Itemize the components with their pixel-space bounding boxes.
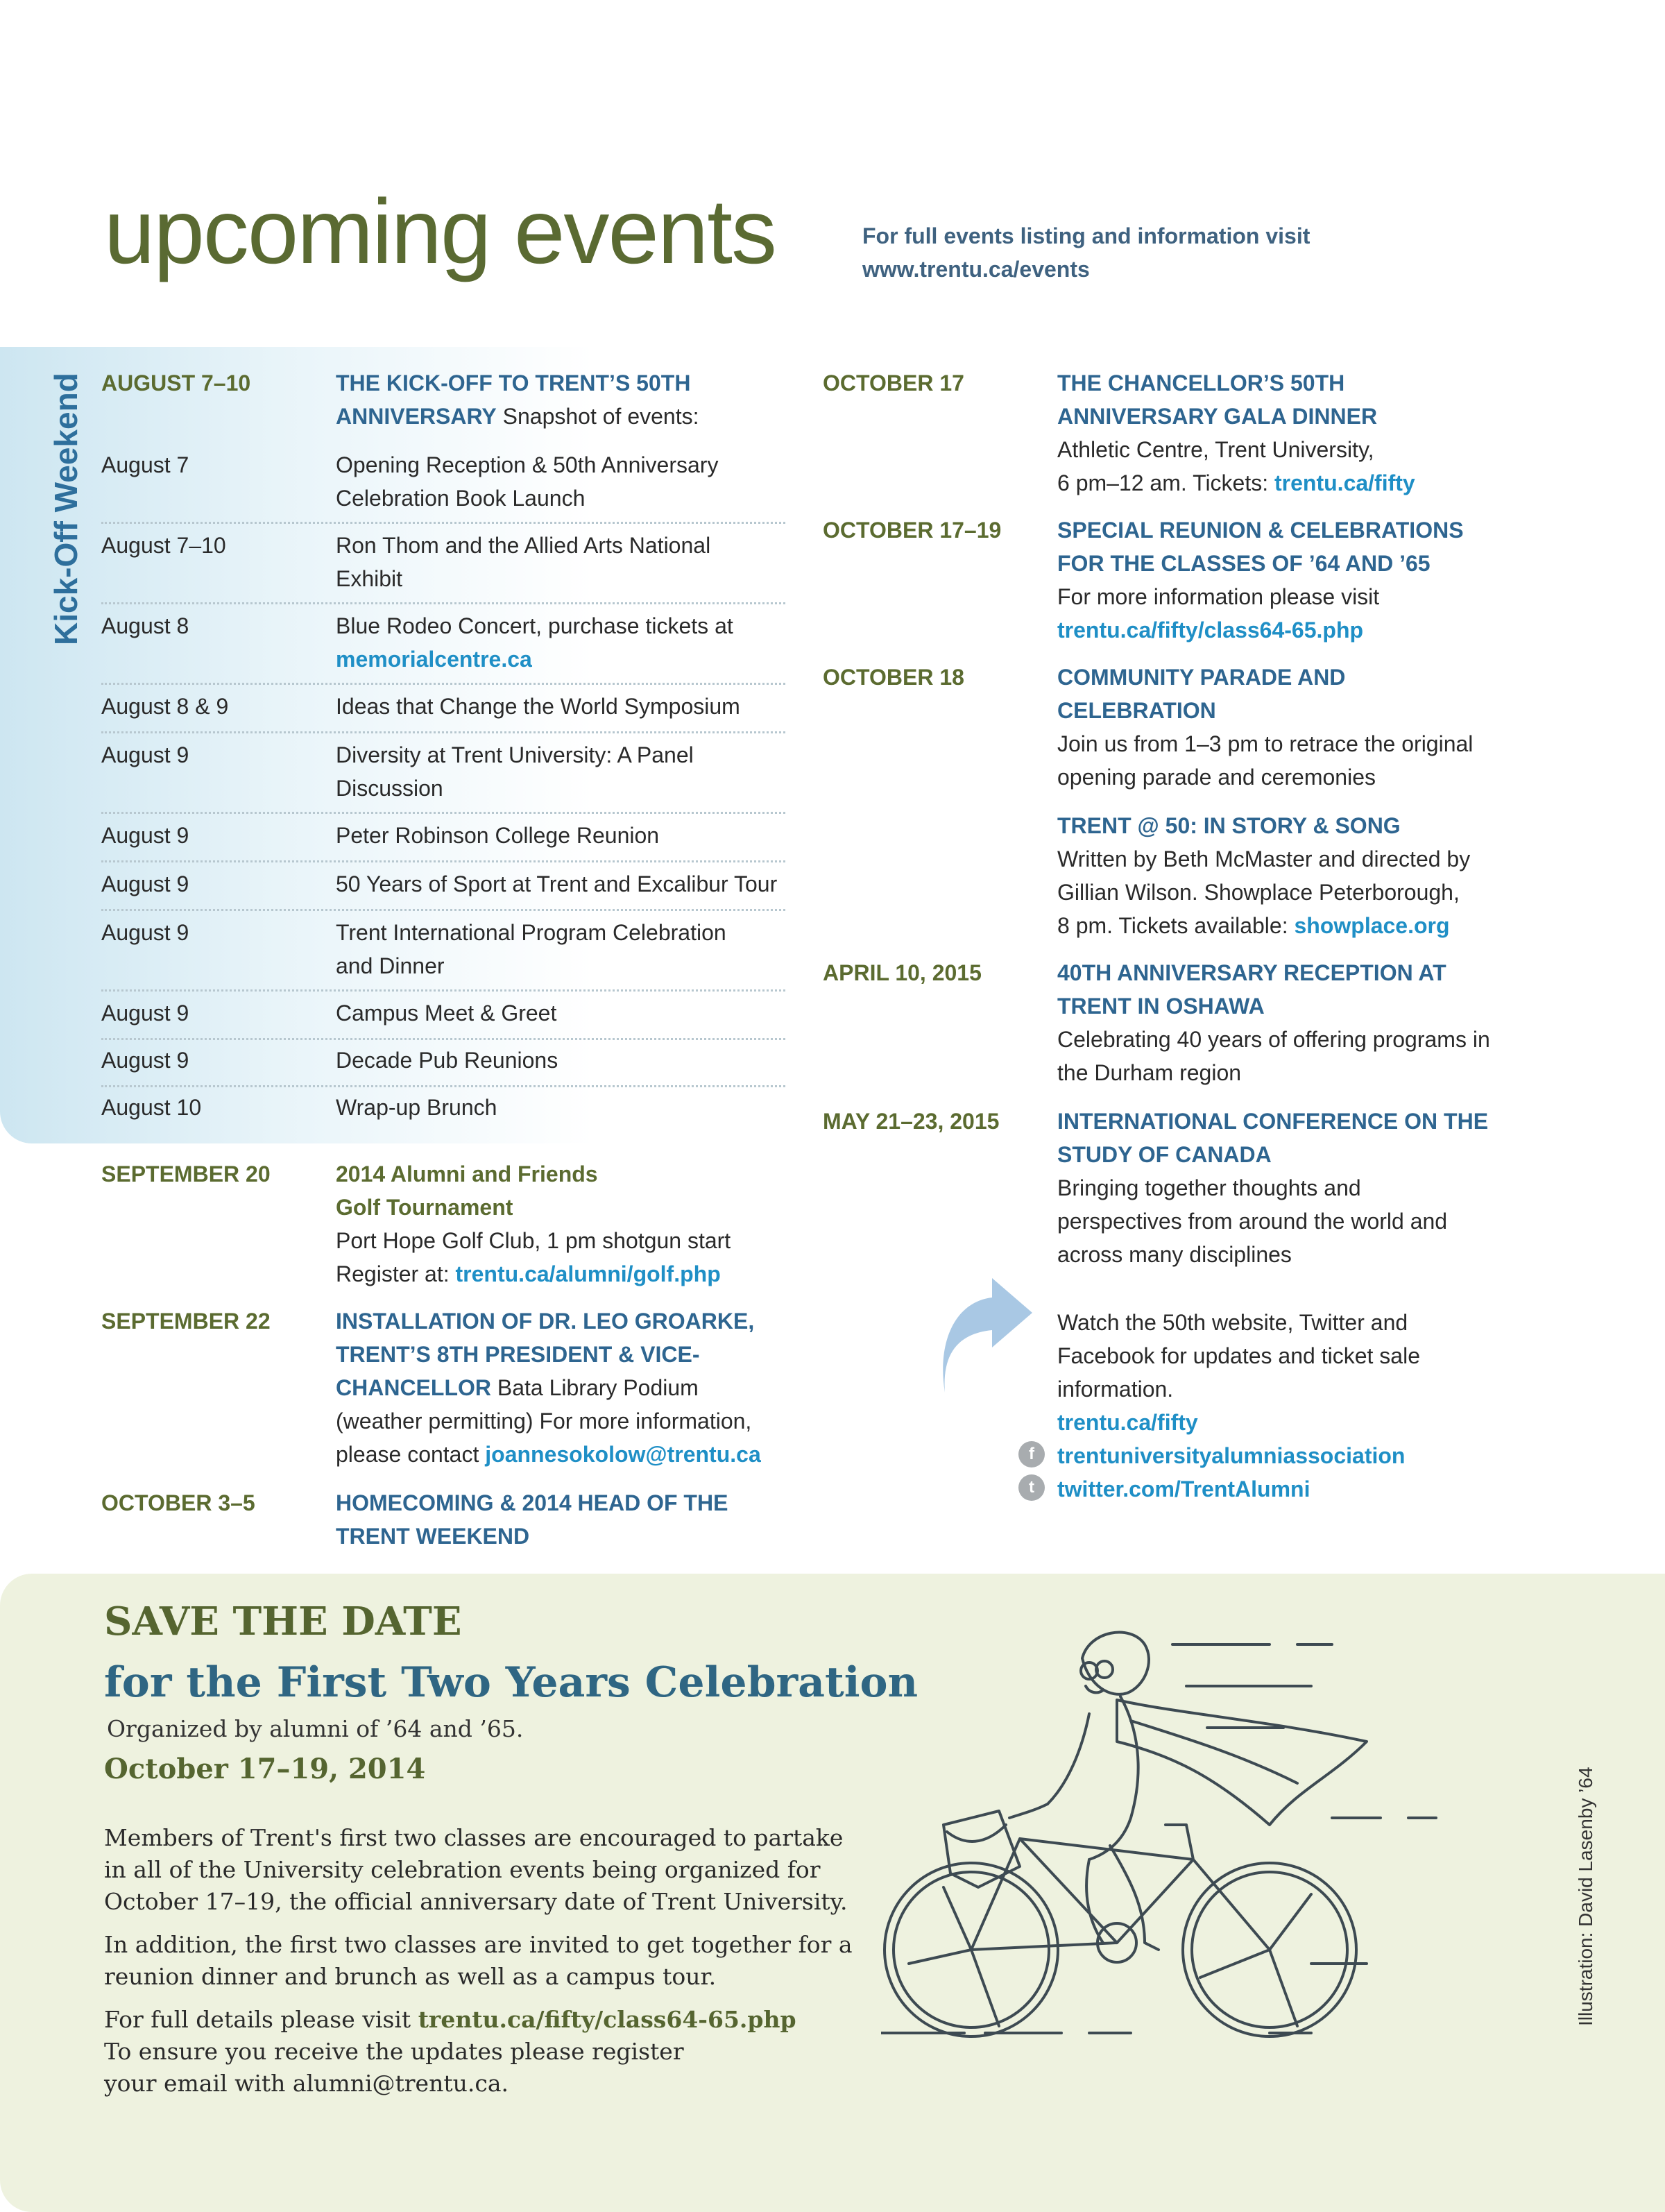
divider — [101, 731, 785, 733]
showplace-link[interactable]: showplace.org — [1294, 913, 1450, 938]
kickoff-item-date: August 7 — [101, 452, 189, 477]
event-date: SEPTEMBER 20 — [101, 1162, 271, 1186]
event-study-of-canada: INTERNATIONAL CONFERENCE ON THE STUDY OF CANADA Bringing together thoughts and perspectives from around the world and across many disciplines — [1057, 1109, 1489, 1267]
kickoff-item-date: August 9 — [101, 920, 189, 945]
kickoff-item: Wrap-up Brunch — [336, 1095, 497, 1120]
kickoff-item: Blue Rodeo Concert, purchase tickets at memorialcentre.ca — [336, 609, 733, 676]
save-the-date-paragraph: In addition, the first two classes are invited to get together for a reunion dinner and brunch as well as a campus tour. — [104, 1931, 853, 1990]
contact-email-link[interactable]: joannesokolow@trentu.ca — [485, 1442, 761, 1467]
kickoff-item: Ideas that Change the World Symposium — [336, 694, 740, 719]
kickoff-item-date: August 9 — [101, 742, 189, 767]
event-homecoming: HOMECOMING & 2014 HEAD OF THE TRENT WEEKEND — [336, 1490, 728, 1549]
divider — [101, 989, 785, 992]
kickoff-item-date: August 9 — [101, 1001, 189, 1026]
divider — [101, 683, 785, 685]
divider — [101, 1038, 785, 1040]
divider — [101, 860, 785, 862]
event-gala-dinner: THE CHANCELLOR’S 50TH ANNIVERSARY GALA DINNER Athletic Centre, Trent University, 6 pm–12 am. Tickets: trentu.ca/fifty — [1057, 371, 1415, 495]
kickoff-item-date: August 8 — [101, 613, 189, 638]
kickoff-item-date: August 7–10 — [101, 533, 226, 558]
event-date: APRIL 10, 2015 — [823, 960, 982, 985]
class64-65-link[interactable]: trentu.ca/fifty/class64-65.php — [1057, 618, 1364, 643]
curved-arrow-icon — [937, 1278, 1041, 1396]
event-installation: INSTALLATION OF DR. LEO GROARKE, TRENT’S 8TH PRESIDENT & VICE- CHANCELLOR Bata Library Podium (weather permitting) For more information, please contact joannesokolow@trentu.ca — [336, 1309, 761, 1467]
kickoff-item-date: August 9 — [101, 871, 189, 896]
kickoff-event-heading: THE KICK-OFF TO TRENT’S 50TH ANNIVERSARY Snapshot of events: — [336, 371, 699, 429]
save-the-date-title: SAVE THE DATE — [104, 1599, 462, 1644]
cyclist-illustration — [881, 1617, 1478, 2068]
page-title: upcoming events — [104, 180, 776, 282]
save-the-date-subtitle: for the First Two Years Celebration — [104, 1658, 919, 1707]
kickoff-item: Ron Thom and the Allied Arts National Exhibit — [336, 533, 711, 591]
golf-register-link[interactable]: trentu.ca/alumni/golf.php — [455, 1261, 721, 1286]
save-the-date-dates: October 17–19, 2014 — [104, 1753, 426, 1785]
kickoff-item-date: August 9 — [101, 1048, 189, 1073]
event-date: SEPTEMBER 22 — [101, 1309, 271, 1334]
facebook-link[interactable]: trentuniversityalumniassociation — [1057, 1443, 1406, 1468]
fifty-website-link[interactable]: trentu.ca/fifty — [1057, 1410, 1198, 1435]
intro-text: For full events listing and information visit — [862, 223, 1310, 248]
kickoff-item: Opening Reception & 50th Anniversary Celebration Book Launch — [336, 452, 719, 511]
events-url-link[interactable]: www.trentu.ca/events — [862, 257, 1090, 282]
facebook-icon[interactable]: f — [1018, 1441, 1045, 1467]
event-special-reunion: SPECIAL REUNION & CELEBRATIONS FOR THE CLASSES OF ’64 AND ’65 For more information please visit trentu.ca/fifty/class64-65.php — [1057, 513, 1585, 647]
kickoff-item: Diversity at Trent University: A Panel Discussion — [336, 742, 694, 801]
divider — [101, 1085, 785, 1087]
kickoff-item-date: August 9 — [101, 823, 189, 848]
kickoff-item: 50 Years of Sport at Trent and Excalibur Tour — [336, 871, 778, 896]
event-community-parade: COMMUNITY PARADE AND CELEBRATION Join us from 1–3 pm to retrace the original opening parade and ceremonies — [1057, 665, 1474, 790]
twitter-link[interactable]: twitter.com/TrentAlumni — [1057, 1477, 1310, 1501]
kickoff-item-date: August 8 & 9 — [101, 694, 229, 719]
divider — [101, 909, 785, 911]
kickoff-item: Decade Pub Reunions — [336, 1048, 558, 1073]
kickoff-item: Trent International Program Celebration and Dinner — [336, 920, 726, 978]
divider — [101, 522, 785, 524]
event-oshawa-reception: 40TH ANNIVERSARY RECEPTION AT TRENT IN OSHAWA Celebrating 40 years of offering programs in the Durham region — [1057, 960, 1490, 1085]
save-the-date-paragraph: For full details please visit trentu.ca/fifty/class64-65.php To ensure you receive the updates please register your email with alumni@trentu.ca. — [104, 2006, 796, 2097]
event-date: OCTOBER 17 — [823, 371, 964, 395]
event-date: OCTOBER 18 — [823, 665, 964, 690]
event-date: AUGUST 7–10 — [101, 371, 251, 395]
twitter-icon[interactable]: t — [1018, 1474, 1045, 1501]
save-the-date-organizer: Organized by alumni of ’64 and ’65. — [107, 1715, 524, 1742]
social-updates: Watch the 50th website, Twitter and Facebook for updates and ticket sale information. trentu.ca/fifty trentuniversityalumniassociation twitter.com/TrentAlumni — [1057, 1306, 1585, 1506]
kickoff-item-date: August 10 — [101, 1095, 202, 1120]
event-date: OCTOBER 17–19 — [823, 518, 1002, 543]
save-the-date-paragraph: Members of Trent's first two classes are encouraged to partake in all of the University celebration events being organized for October 17–19, the official anniversary date of Trent University. — [104, 1824, 848, 1915]
event-date: OCTOBER 3–5 — [101, 1490, 255, 1515]
event-golf-tournament: 2014 Alumni and Friends Golf Tournament Port Hope Golf Club, 1 pm shotgun start Register at: trentu.ca/alumni/golf.php — [336, 1162, 731, 1286]
memorialcentre-link[interactable]: memorialcentre.ca — [336, 647, 532, 672]
events-listing-intro — [862, 219, 1310, 286]
divider — [101, 602, 785, 604]
event-story-and-song: TRENT @ 50: IN STORY & SONG Written by Beth McMaster and directed by Gillian Wilson. Showplace Peterborough, 8 pm. Tickets available: showplace.org — [1057, 813, 1471, 938]
event-date: MAY 21–23, 2015 — [823, 1109, 1000, 1134]
kickoff-item: Campus Meet & Greet — [336, 1001, 557, 1026]
kickoff-item: Peter Robinson College Reunion — [336, 823, 660, 848]
fifty-tickets-link[interactable]: trentu.ca/fifty — [1274, 470, 1415, 495]
divider — [101, 812, 785, 814]
class64-65-details-link[interactable]: trentu.ca/fifty/class64-65.php — [418, 2006, 796, 2033]
